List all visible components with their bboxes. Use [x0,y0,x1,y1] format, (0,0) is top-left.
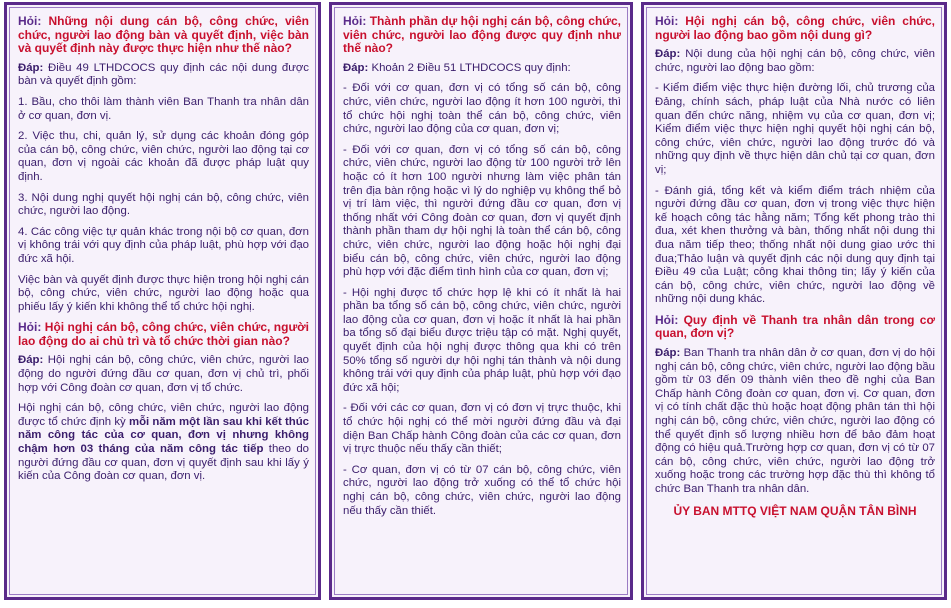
publisher-footer: ỦY BAN MTTQ VIỆT NAM QUẬN TÂN BÌNH [673,503,917,518]
answer-3 [343,62,621,76]
answer-label: Đáp: [655,48,681,61]
answer-item: - Đánh giá, tổng kết và kiểm điểm trách nhiệm của người đứng đầu cơ quan, đơn vị trong việc thực hiện kế hoạch công tác hằng năm; Tổng kết phong trào thi đua, xét khen thưởng và bàn, thống nhất nội dung thi đua năm tiếp theo; thống nhất nội dung giao ước thi đua;Thảo luận và quyết định các nội dung quy định tại Điều 49 của Luật; công khai thông tin; lấy ý kiến của cán bộ, công chức, viên chức, người lao động về những nội dung khác. [655,184,935,306]
question-label: Hỏi: [655,14,679,28]
answer-item: - Đối với cơ quan, đơn vị có tổng số cán bộ, công chức, viên chức, người lao động ít hơn 100 người, thì tổ chức hội nghị toàn thể cán bộ, công chức, viên chức, người lao động của cơ quan, đơn vị; [343,82,621,136]
answer-item: 1. Bầu, cho thôi làm thành viên Ban Thanh tra nhân dân ở cơ quan, đơn vị. [18,95,309,122]
answer-label: Đáp: [343,61,369,74]
question-5 [655,314,935,341]
answer-text: Hội nghị cán bộ, công chức, viên chức, người lao động được tổ chức định kỳ [18,402,309,428]
leaflet-column-3 [641,2,947,600]
answer-item: - Cơ quan, đơn vị có từ 07 cán bộ, công chức, viên chức, người lao động trở xuống có thể tổ chức hội nghị cán bộ, công chức, viên chức, người lao động nếu thấy cần thiết. [343,463,621,517]
question-text: Hội nghị cán bộ, công chức, viên chức, người lao động bao gồm nội dung gì? [655,14,935,42]
answer-item: - Hội nghị được tổ chức hợp lệ khi có ít nhất là hai phần ba tổng số cán bộ, công chức, viên chức, người lao động của cơ quan, đơn vị hoặc ít nhất là hai phần ba tổng số đại biểu được triệu tập có mặt. Nghị quyết, quyết định của hội nghị được thông qua khi có trên 50% tổng số người dự hội nghị tán thành và nội dung không trái với quy định của pháp luật, phù hợp với đạo đức xã hội; [343,286,621,394]
answer-closing: Việc bàn và quyết định được thực hiện trong hội nghị cán bộ, công chức, viên chức, người lao động hoặc qua phiếu lấy ý kiến khi không thể tổ chức hội nghị. [18,273,309,313]
answer-text: Điều 49 LTHDCOCS quy định các nội dung được bàn và quyết định gồm: [18,61,309,88]
answer-1 [18,62,309,89]
answer-emphasis: mỗi năm một lần sau khi kết thúc năm công tác của cơ quan, đơn vị nhưng không chậm hơn 03 tháng của năm công tác tiếp [18,415,309,456]
answer-item: - Đối với các cơ quan, đơn vị có đơn vị trực thuộc, khi tổ chức hội nghị có thể mời người đứng đầu và đại diện Ban Chấp hành Công đoàn của các cơ quan, đơn vị trực thuộc nếu thấy cần thiết; [343,402,621,456]
answer-item: - Kiểm điểm việc thực hiện đường lối, chủ trương của Đảng, chính sách, pháp luật của Nhà nước có liên quan đến chức năng, nhiệm vụ của cơ quan, đơn vị; Kiểm điểm việc thực hiện nghị quyết hội nghị cán bộ, công chức, viên chức, người lao động trước đó và những quy định về thực hiện dân chủ tại cơ quan, đơn vị; [655,82,935,176]
answer-item: 4. Các công việc tự quản khác trong nội bộ cơ quan, đơn vị không trái với quy định của pháp luật, phù hợp với đạo đức xã hội. [18,225,309,265]
question-label: Hỏi: [343,14,367,28]
answer-5 [655,347,935,497]
answer-label: Đáp: [18,354,44,367]
question-2 [18,321,309,348]
answer-item: - Đối với cơ quan, đơn vị có tổng số cán bộ, công chức, viên chức, người lao động từ 100 người trở lên hoặc có ít hơn 100 người nhưng làm việc phân tán trên địa bàn rộng hoặc vì lý do nghiệp vụ không thể bỏ vị trí làm việc, thì người đứng đầu cơ quan, đơn vị thống nhất với Công đoàn cơ quan, đơn vị quyết định thành phần tham dự hội nghị là toàn thể cán bộ, công chức, viên chức, người lao động hoặc hội nghị đại biểu cán bộ, công chức, viên chức, người lao động phù hợp với đặc điểm tình hình của cơ quan, đơn vị; [343,143,621,279]
answer-text: Hội nghị cán bộ, công chức, viên chức, người lao động do người đứng đầu cơ quan, đơn vị chủ trì, phối hợp với Công đoàn cơ quan, đơn vị tổ chức. [18,354,309,394]
answer-text: Ban Thanh tra nhân dân ở cơ quan, đơn vị do hội nghị cán bộ, công chức, viên chức, người lao động bầu gồm từ 03 đến 09 thành viên theo đề nghị của Ban Chấp hành Công đoàn cơ quan, đơn vị. Cơ quan, đơn vị có tính chất đặc thù hoặc hoạt động phân tán thì hội nghị cán bộ, công chức, viên chức, người lao động có thể quyết định số lượng nhiều hơn để bảo đảm hoạt động có hiệu quả.Trường hợp cơ quan, đơn vị có từ 07 cán bộ, công chức, viên chức, người lao động trở xuống hoặc trong các trường hợp đặc thù thì không tổ chức Ban Thanh tra nhân dân. [655,347,935,495]
answer-2 [18,354,309,395]
question-label: Hỏi: [18,320,42,335]
question-text: Hội nghị cán bộ, công chức, viên chức, người lao động do ai chủ trì và tổ chức thời gian nào? [18,320,309,348]
question-text: Những nội dung cán bộ, công chức, viên chức, người lao động bàn và quyết định, việc bàn và quyết định này được thực hiện như thế nào? [18,14,309,56]
answer-item: 3. Nội dung nghị quyết hội nghị cán bộ, công chức, viên chức, người lao động. [18,191,309,218]
answer-text: Nội dung của hội nghị cán bộ, công chức, viên chức, người lao động bao gồm: [655,48,935,74]
leaflet-column-1 [4,2,321,600]
question-label: Hỏi: [655,312,679,327]
answer-2-paragraph [18,402,309,484]
answer-text: theo do người đứng đầu cơ quan, đơn vị quyết định sau khi lấy ý kiến của Công đoàn cơ quan, đơn vị. [18,443,309,483]
question-text: Quy định về Thanh tra nhân dân trong cơ quan, đơn vị? [655,312,935,341]
question-3 [343,15,621,56]
leaflet-column-2 [329,2,633,600]
question-label: Hỏi: [18,14,42,28]
answer-label: Đáp: [655,347,681,360]
question-4 [655,15,935,42]
answer-4 [655,48,935,75]
answer-label: Đáp: [18,61,44,74]
answer-item: 2. Việc thu, chi, quản lý, sử dụng các khoản đóng góp của cán bộ, công chức, viên chức, người lao động tại cơ quan, đơn vị ngoài các khoản đã được pháp luật quy định. [18,130,309,183]
question-text: Thành phần dự hội nghị cán bộ, công chức, viên chức, người lao động được quy định như thế nào? [343,14,621,56]
question-1 [18,15,309,56]
answer-text: Khoản 2 Điều 51 LTHDCOCS quy định: [368,61,571,74]
